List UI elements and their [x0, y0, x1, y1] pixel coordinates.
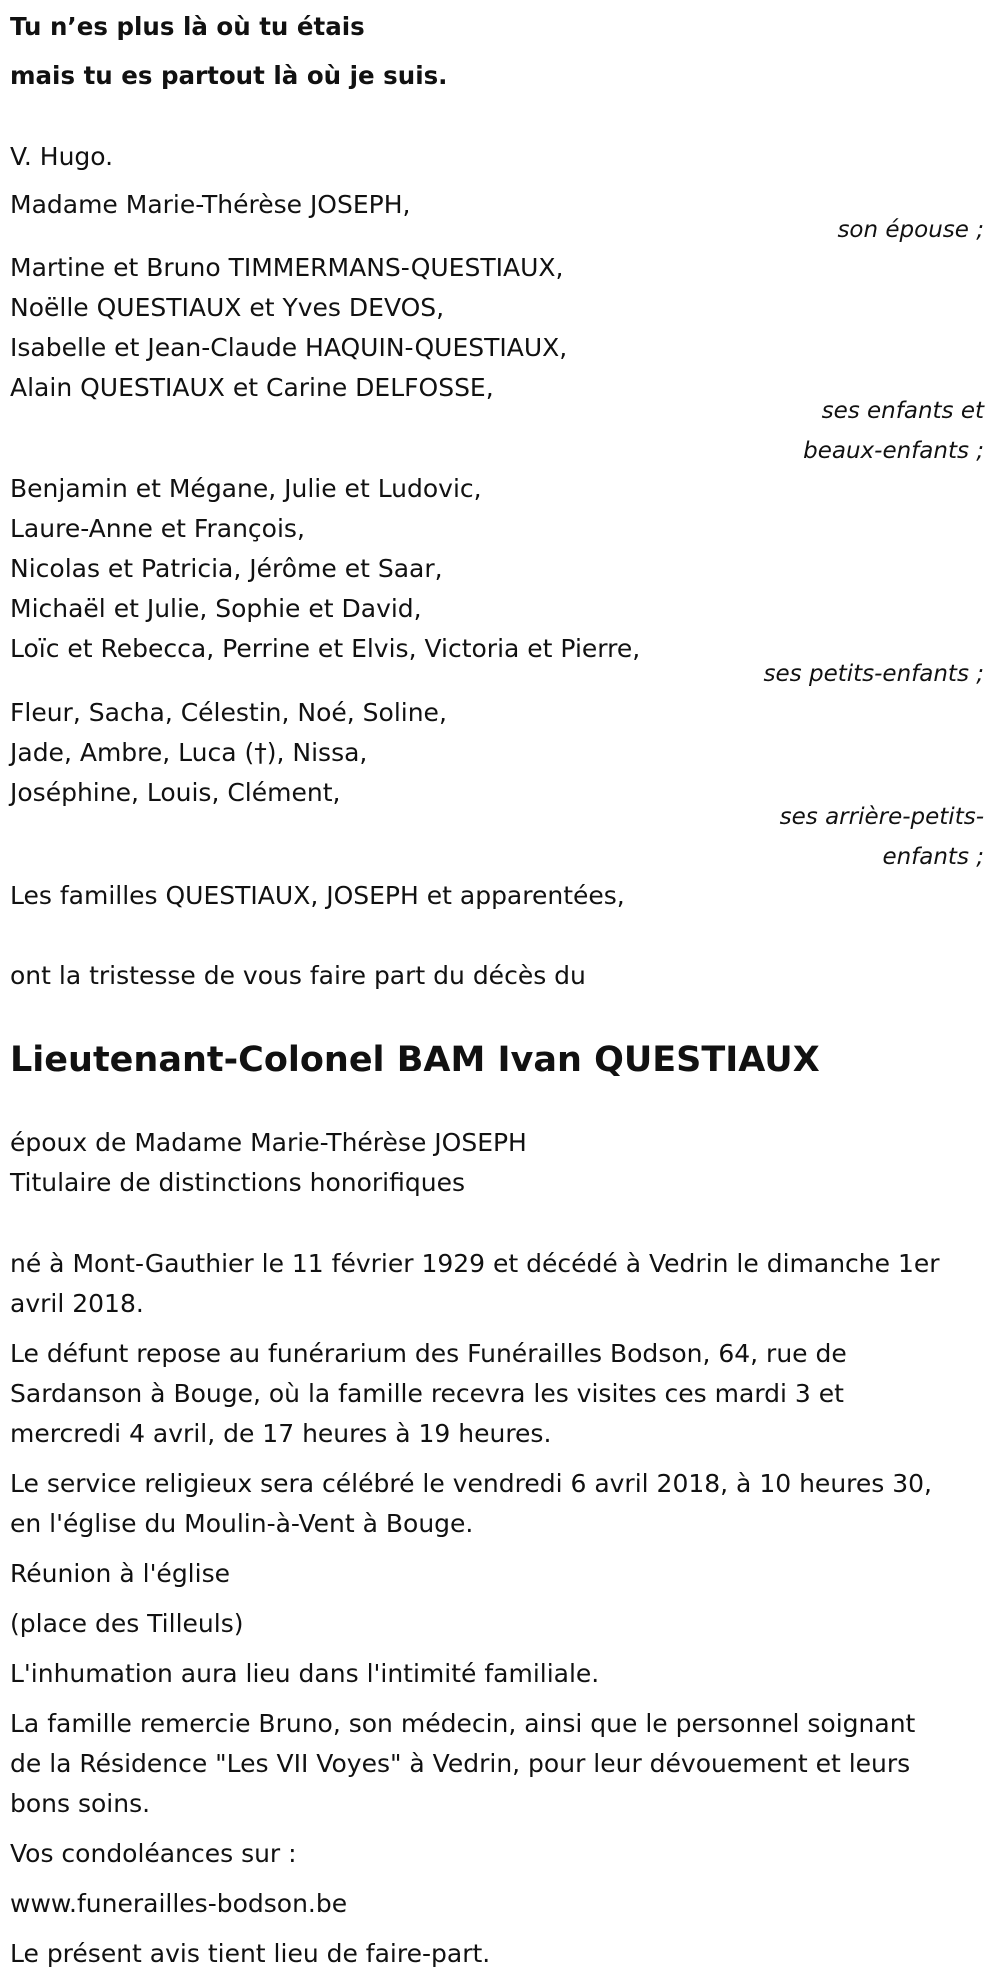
birth-death-line: né à Mont-Gauthier le 11 février 1929 et décédé à Vedrin le dimanche 1er — [10, 1249, 940, 1278]
grandchildren-line: Michaël et Julie, Sophie et David, — [10, 594, 422, 623]
birth-death-line: avril 2018. — [10, 1289, 144, 1318]
spouse-relation: son épouse ; — [837, 217, 984, 243]
grandchildren-line: Nicolas et Patricia, Jérôme et Saar, — [10, 554, 443, 583]
thanks-line: de la Résidence "Les VII Voyes" à Vedrin, pour leur dévouement et leurs — [10, 1749, 911, 1778]
great-grandchildren-line: Jade, Ambre, Luca (†), Nissa, — [10, 738, 368, 767]
spouse-names: Madame Marie-Thérèse JOSEPH, — [10, 190, 411, 219]
great-grandchildren-line: Joséphine, Louis, Clément, — [10, 778, 341, 807]
deceased-detail: Titulaire de distinctions honorifiques — [10, 1168, 465, 1197]
burial-line: L'inhumation aura lieu dans l'intimité familiale. — [10, 1659, 600, 1688]
children-relation: ses enfants et — [821, 398, 984, 424]
quote-line: mais tu es partout là où je suis. — [10, 61, 448, 90]
condolences-label: Vos condoléances sur : — [10, 1839, 297, 1868]
closing-line: Le présent avis tient lieu de faire-part. — [10, 1939, 491, 1968]
funeral-home-line: Le défunt repose au funérarium des Funérailles Bodson, 64, rue de — [10, 1339, 847, 1368]
quote-line: Tu n’es plus là où tu étais — [10, 12, 365, 41]
thanks-line: La famille remercie Bruno, son médecin, ainsi que le personnel soignant — [10, 1709, 916, 1738]
grandchildren-line: Loïc et Rebecca, Perrine et Elvis, Victoria et Pierre, — [10, 634, 641, 663]
meeting-line: Réunion à l'église — [10, 1559, 230, 1588]
grandchildren-line: Laure-Anne et François, — [10, 514, 305, 543]
funeral-home-line: mercredi 4 avril, de 17 heures à 19 heures. — [10, 1419, 552, 1448]
thanks-line: bons soins. — [10, 1789, 151, 1818]
children-relation: beaux-enfants ; — [803, 438, 984, 464]
quote-author: V. Hugo. — [10, 142, 114, 171]
children-line: Isabelle et Jean-Claude HAQUIN-QUESTIAUX, — [10, 333, 568, 362]
service-line: en l'église du Moulin-à-Vent à Bouge. — [10, 1509, 474, 1538]
children-line: Martine et Bruno TIMMERMANS-QUESTIAUX, — [10, 253, 564, 282]
deceased-name: Lieutenant-Colonel BAM Ivan QUESTIAUX — [10, 1040, 820, 1080]
children-line: Alain QUESTIAUX et Carine DELFOSSE, — [10, 373, 494, 402]
funeral-home-line: Sardanson à Bouge, où la famille recevra les visites ces mardi 3 et — [10, 1379, 844, 1408]
deceased-detail: époux de Madame Marie-Thérèse JOSEPH — [10, 1128, 527, 1157]
grandchildren-line: Benjamin et Mégane, Julie et Ludovic, — [10, 474, 482, 503]
great-grandchildren-line: Fleur, Sacha, Célestin, Noé, Soline, — [10, 698, 447, 727]
children-line: Noëlle QUESTIAUX et Yves DEVOS, — [10, 293, 445, 322]
great-grandchildren-relation: ses arrière-petits- — [779, 804, 984, 830]
grandchildren-relation: ses petits-enfants ; — [763, 661, 984, 687]
service-line: Le service religieux sera célébré le vendredi 6 avril 2018, à 10 heures 30, — [10, 1469, 932, 1498]
families-line: Les familles QUESTIAUX, JOSEPH et apparentées, — [10, 881, 625, 910]
great-grandchildren-relation: enfants ; — [882, 844, 984, 870]
announcement-line: ont la tristesse de vous faire part du décès du — [10, 961, 586, 990]
meeting-place-line: (place des Tilleuls) — [10, 1609, 244, 1638]
website-line: www.funerailles-bodson.be — [10, 1889, 348, 1918]
